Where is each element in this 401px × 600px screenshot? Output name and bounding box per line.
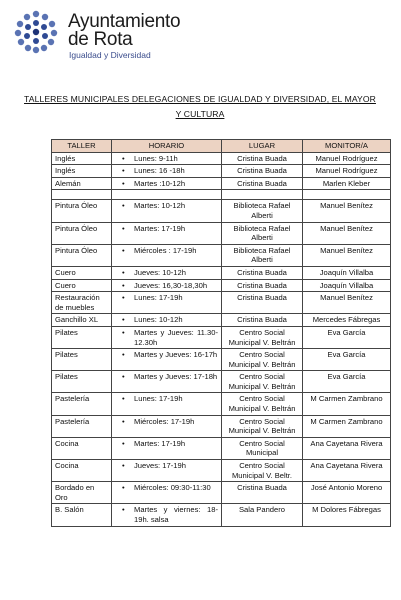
cell-monitor: Joaquín Villalba (303, 266, 391, 279)
cell-horario (112, 371, 222, 393)
cell-taller: Restauración de muebles (52, 292, 112, 314)
table-row (52, 200, 391, 222)
table-row (52, 393, 391, 415)
cell-lugar: Cristina Buada (222, 314, 303, 327)
cell-lugar: Sala Pandero (222, 504, 303, 526)
bullet-icon: • (122, 245, 125, 255)
horario-text: Martes: 17-19h (134, 438, 186, 448)
table-row (52, 460, 391, 482)
cell-taller: Pintura Óleo (52, 222, 112, 244)
horario-text: Martes y Jueves: 16-17h (134, 350, 218, 360)
cell-taller: Pilates (52, 326, 112, 348)
cell-lugar: Biblioteca Rafael Alberti (222, 222, 303, 244)
table-spacer-row (52, 190, 391, 200)
horario-text: Martes: 17-19h (134, 223, 186, 233)
bullet-icon: • (122, 293, 125, 303)
table-row (52, 415, 391, 437)
table-row (52, 504, 391, 526)
horario-text: Martes y viernes: 18-19h. salsa (134, 505, 218, 524)
table-row (52, 222, 391, 244)
cell-monitor: M Carmen Zambrano (303, 393, 391, 415)
bullet-icon: • (122, 280, 125, 290)
table-row (52, 314, 391, 327)
cell-taller: Pintura Óleo (52, 200, 112, 222)
table-row (52, 437, 391, 459)
cell-horario (112, 279, 222, 292)
header-horario: HORARIO (112, 140, 222, 153)
horario-text: Lunes: 9-11h (134, 153, 178, 163)
cell-monitor: Eva García (303, 349, 391, 371)
logo-text-ayuntamiento: Ayuntamiento (68, 11, 181, 32)
horario-text: Jueves: 17-19h (134, 461, 186, 471)
cell-taller: Cuero (52, 279, 112, 292)
bullet-icon: • (122, 483, 125, 493)
cell-monitor: Marlen Kleber (303, 177, 391, 190)
header-monitor: MONITOR/A (303, 140, 391, 153)
bullet-icon: • (122, 327, 125, 337)
title-line-2: Y CULTURA (175, 109, 225, 119)
table-row (52, 165, 391, 178)
cell-monitor: José Antonio Moreno (303, 482, 391, 504)
bullet-icon: • (122, 178, 125, 188)
cell-lugar: Biblioteca Rafael Alberti (222, 244, 303, 266)
cell-lugar: Centro Social Municipal V. Beltr. (222, 460, 303, 482)
cell-monitor: Ana Cayetana Rivera (303, 437, 391, 459)
spacer-cell (222, 190, 303, 200)
cell-monitor: Manuel Benítez (303, 200, 391, 222)
ayuntamiento-logo (14, 10, 214, 60)
cell-lugar: Cristina Buada (222, 165, 303, 178)
bullet-icon: • (122, 461, 125, 471)
cell-horario (112, 200, 222, 222)
cell-monitor: Manuel Rodríguez (303, 165, 391, 178)
horario-text: Martes y Jueves: 11.30-12.30h (134, 327, 218, 347)
cell-horario (112, 437, 222, 459)
cell-horario (112, 482, 222, 504)
cell-horario (112, 460, 222, 482)
table-row (52, 292, 391, 314)
cell-lugar: Cristina Buada (222, 152, 303, 165)
cell-horario (112, 393, 222, 415)
cell-lugar: Centro Social Municipal V. Beltrán (222, 326, 303, 348)
cell-monitor: M Carmen Zambrano (303, 415, 391, 437)
cell-lugar: Cristina Buada (222, 266, 303, 279)
cell-horario (112, 244, 222, 266)
table-row (52, 266, 391, 279)
cell-taller: Pastelería (52, 393, 112, 415)
cell-taller: Pilates (52, 371, 112, 393)
bullet-icon: • (122, 350, 125, 360)
spacer-cell (112, 190, 222, 200)
cell-lugar: Centro Social Municipal (222, 437, 303, 459)
table-header-row (52, 140, 391, 153)
horario-text: Miércoles : 17-19h (134, 245, 197, 255)
cell-monitor: Manuel Benítez (303, 222, 391, 244)
cell-taller: B. Salón (52, 504, 112, 526)
cell-horario (112, 314, 222, 327)
horario-text: Lunes: 17-19h (134, 293, 183, 303)
table-row (52, 152, 391, 165)
table-body (52, 152, 391, 526)
header-lugar: LUGAR (222, 140, 303, 153)
cell-monitor: M Dolores Fábregas (303, 504, 391, 526)
horario-text: Martes: 10-12h (134, 201, 186, 211)
horario-text: Miércoles: 09:30-11:30 (134, 483, 211, 493)
horario-text: Jueves: 16,30-18,30h (134, 280, 208, 290)
horario-text: Lunes: 17-19h (134, 394, 183, 404)
cell-taller: Cocina (52, 437, 112, 459)
horario-text: Martes :10-12h (134, 178, 186, 188)
table-row (52, 244, 391, 266)
bullet-icon: • (122, 505, 125, 515)
cell-monitor: Joaquín Villalba (303, 279, 391, 292)
table-row (52, 326, 391, 348)
cell-monitor: Mercedes Fábregas (303, 314, 391, 327)
cell-monitor: Manuel Benítez (303, 292, 391, 314)
cell-taller: Cocina (52, 460, 112, 482)
horario-text: Lunes: 16 -18h (134, 166, 185, 176)
cell-monitor: Eva García (303, 326, 391, 348)
bullet-icon: • (122, 223, 125, 233)
cell-taller: Pintura Óleo (52, 244, 112, 266)
cell-horario (112, 177, 222, 190)
bullet-icon: • (122, 372, 125, 382)
cell-lugar: Cristina Buada (222, 177, 303, 190)
cell-lugar: Cristina Buada (222, 482, 303, 504)
cell-horario (112, 222, 222, 244)
table-row (52, 177, 391, 190)
cell-horario (112, 165, 222, 178)
horario-text: Martes y Jueves: 17-18h (134, 372, 218, 382)
cell-horario (112, 326, 222, 348)
cell-taller: Bordado en Oro (52, 482, 112, 504)
document-title (20, 92, 380, 122)
cell-taller: Alemán (52, 177, 112, 190)
cell-lugar: Cristina Buada (222, 279, 303, 292)
cell-lugar: Centro Social Municipal V. Beltrán (222, 415, 303, 437)
cell-taller: Inglés (52, 165, 112, 178)
bullet-icon: • (122, 201, 125, 211)
cell-lugar: Biblioteca Rafael Alberti (222, 200, 303, 222)
table-row (52, 349, 391, 371)
cell-horario (112, 504, 222, 526)
cell-horario (112, 266, 222, 279)
cell-taller: Pastelería (52, 415, 112, 437)
cell-taller: Pilates (52, 349, 112, 371)
cell-lugar: Cristina Buada (222, 292, 303, 314)
cell-horario (112, 415, 222, 437)
cell-lugar: Centro Social Municipal V. Beltrán (222, 393, 303, 415)
cell-taller: Cuero (52, 266, 112, 279)
bullet-icon: • (122, 438, 125, 448)
cell-monitor: Manuel Rodríguez (303, 152, 391, 165)
horario-text: Miércoles: 17-19h (134, 416, 195, 426)
cell-taller: Ganchillo XL (52, 314, 112, 327)
cell-monitor: Eva García (303, 371, 391, 393)
table-row (52, 482, 391, 504)
cell-monitor: Manuel Benítez (303, 244, 391, 266)
bullet-icon: • (122, 153, 125, 163)
bullet-icon: • (122, 394, 125, 404)
cell-taller: Inglés (52, 152, 112, 165)
cell-lugar: Centro Social Municipal V. Beltrán (222, 371, 303, 393)
cell-lugar: Centro Social Municipal V. Beltrán (222, 349, 303, 371)
bullet-icon: • (122, 416, 125, 426)
horario-text: Jueves: 10-12h (134, 267, 186, 277)
table-row (52, 371, 391, 393)
cell-horario (112, 292, 222, 314)
logo-text-igualdad: Igualdad y Diversidad (69, 50, 151, 60)
bullet-icon: • (122, 267, 125, 277)
horario-text: Lunes: 10-12h (134, 315, 183, 325)
spacer-cell (303, 190, 391, 200)
table-row (52, 279, 391, 292)
logo-text-de-rota: de Rota (68, 29, 133, 50)
cell-horario (112, 349, 222, 371)
header-taller: TALLER (52, 140, 112, 153)
bullet-icon: • (122, 166, 125, 176)
talleres-table (51, 139, 391, 527)
bullet-icon: • (122, 315, 125, 325)
cell-horario (112, 152, 222, 165)
spacer-cell (52, 190, 112, 200)
rota-logo-icon (14, 10, 58, 54)
title-line-1: TALLERES MUNICIPALES DELEGACIONES DE IGUALDAD Y DIVERSIDAD, EL MAYOR (24, 94, 376, 104)
cell-monitor: Ana Cayetana Rivera (303, 460, 391, 482)
